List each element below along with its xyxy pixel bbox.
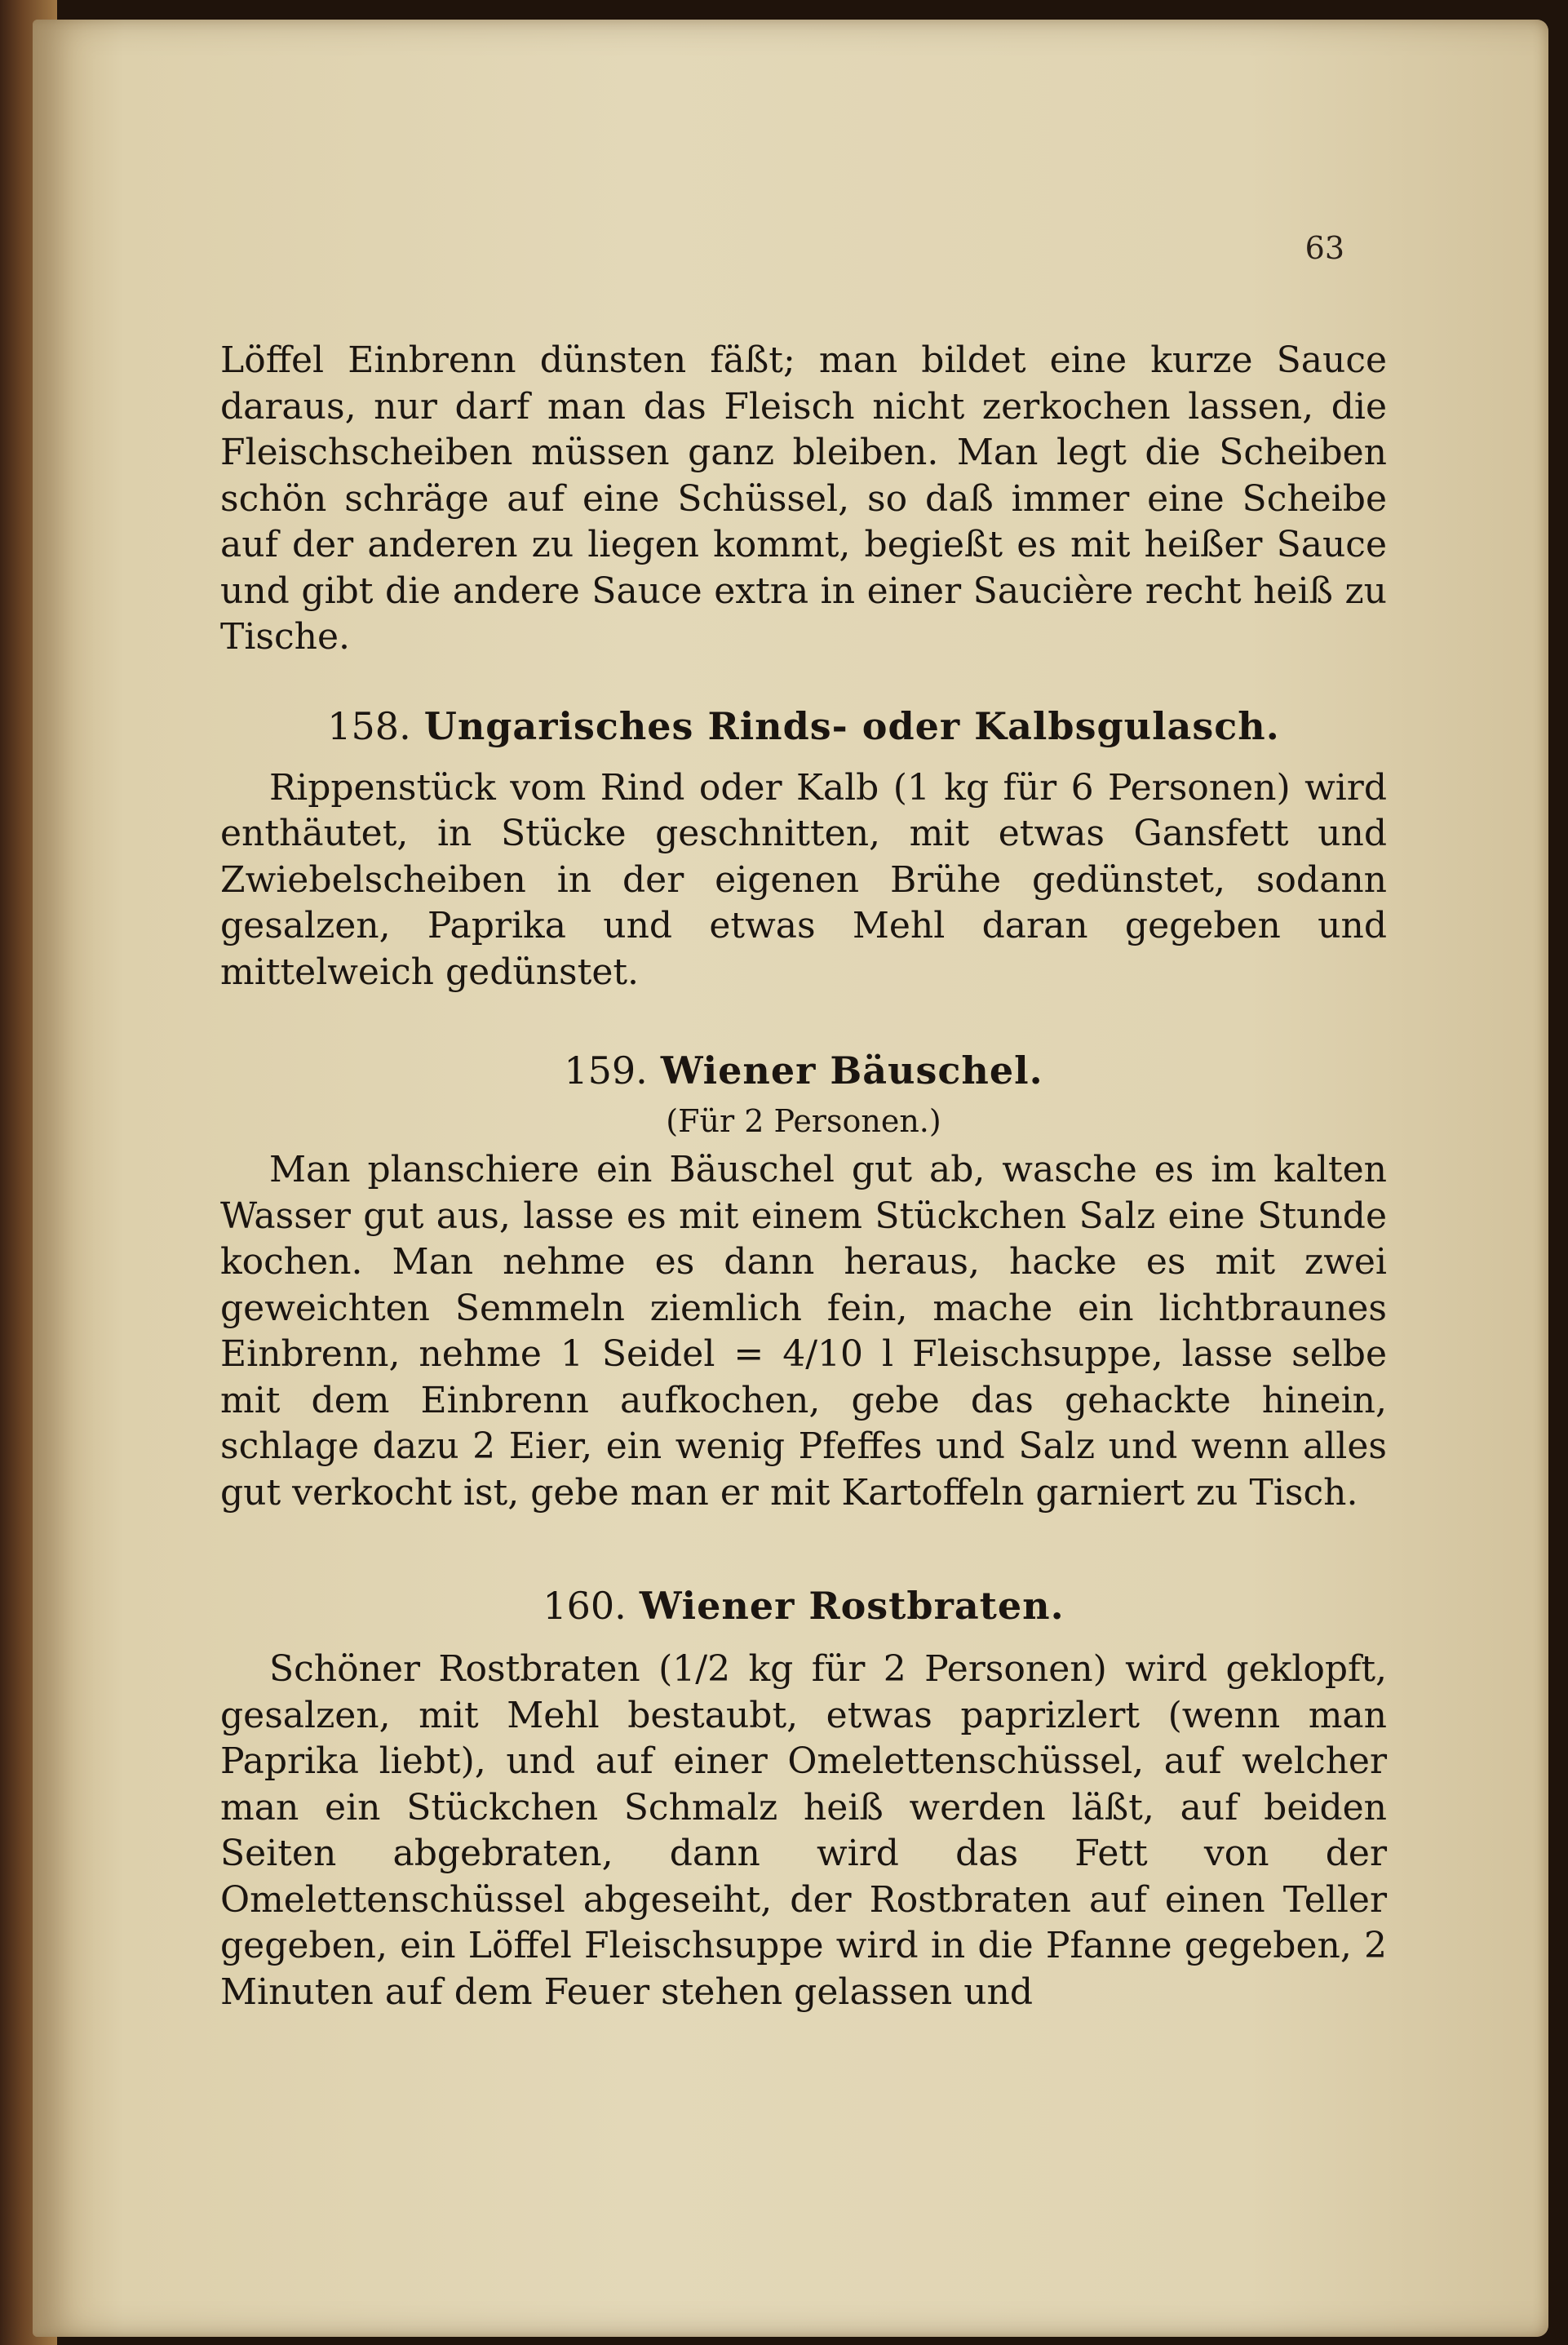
recipe-number: 160. <box>543 1584 627 1628</box>
recipe-title: Ungarisches Rinds- oder Kalbsgulasch. <box>423 703 1280 748</box>
recipe-text-160: Schöner Rostbraten (1/2 kg für 2 Personen) wird geklopft, gesalzen, mit Mehl bestaubt, etwas paprizlert (wenn man Paprika liebt), und auf einer Omelettenschüssel, auf welcher man ein Stückchen Schmalz heiß werden läßt, auf beiden Seiten abgebraten, dann wird das Fett von der Omelettenschüssel abgeseiht, der Rostbraten auf einen Teller gegeben, ein Löffel Fleischsuppe wird in die Pfanne gegeben, 2 Minuten auf dem Feuer stehen gelassen und <box>220 1648 1387 2013</box>
recipe-title: Wiener Rostbraten. <box>639 1584 1065 1628</box>
recipe-number: 159. <box>564 1048 648 1093</box>
continued-paragraph: Löffel Einbrenn dünsten fäßt; man bildet eine kurze Sauce daraus, nur darf man das Fleisch nicht zerkochen lassen, die Fleischscheiben müssen ganz bleiben. Man legt die Scheiben schön schräge auf eine Schüssel, so daß immer eine Scheibe auf der anderen zu liegen kommt, begießt es mit heißer Sauce und gibt die andere Sauce extra in einer Saucière recht heiß zu Tische. <box>220 339 1387 658</box>
recipe-title: Wiener Bäuschel. <box>660 1048 1043 1093</box>
recipe-servings: (Für 2 Personen.) <box>666 1103 941 1139</box>
recipe-text-158: Rippenstück vom Rind oder Kalb (1 kg für 6 Personen) wird enthäutet, in Stücke geschnitten, mit etwas Gansfett und Zwiebelscheiben in der eigenen Brühe gedünstet, sodann gesalzen, Paprika und etwas Mehl daran gegeben und mittelweich gedünstet. <box>220 766 1387 993</box>
page-body <box>220 215 1387 2015</box>
book-page <box>33 20 1548 2337</box>
recipe-heading-160 <box>220 1581 1387 1630</box>
recipe-number: 158. <box>327 703 411 748</box>
recipe-heading-159 <box>220 1046 1387 1095</box>
page-number: 63 <box>1304 230 1344 266</box>
recipe-text-159: Man planschiere ein Bäuschel gut ab, wasche es im kalten Wasser gut aus, lasse es mit einem Stückchen Salz eine Stunde kochen. Man nehme es dann heraus, hacke es mit zwei geweichten Semmeln ziemlich fein, mache ein lichtbraunes Einbrenn, nehme 1 Seidel = 4/10 l Fleischsuppe, lasse selbe mit dem Einbrenn aufkochen, gebe das gehackte hinein, schlage dazu 2 Eier, ein wenig Pfeffes und Salz und wenn alles gut verkocht ist, gebe man er mit Kartoffeln garniert zu Tisch. <box>220 1149 1387 1514</box>
recipe-heading-158 <box>220 702 1387 751</box>
